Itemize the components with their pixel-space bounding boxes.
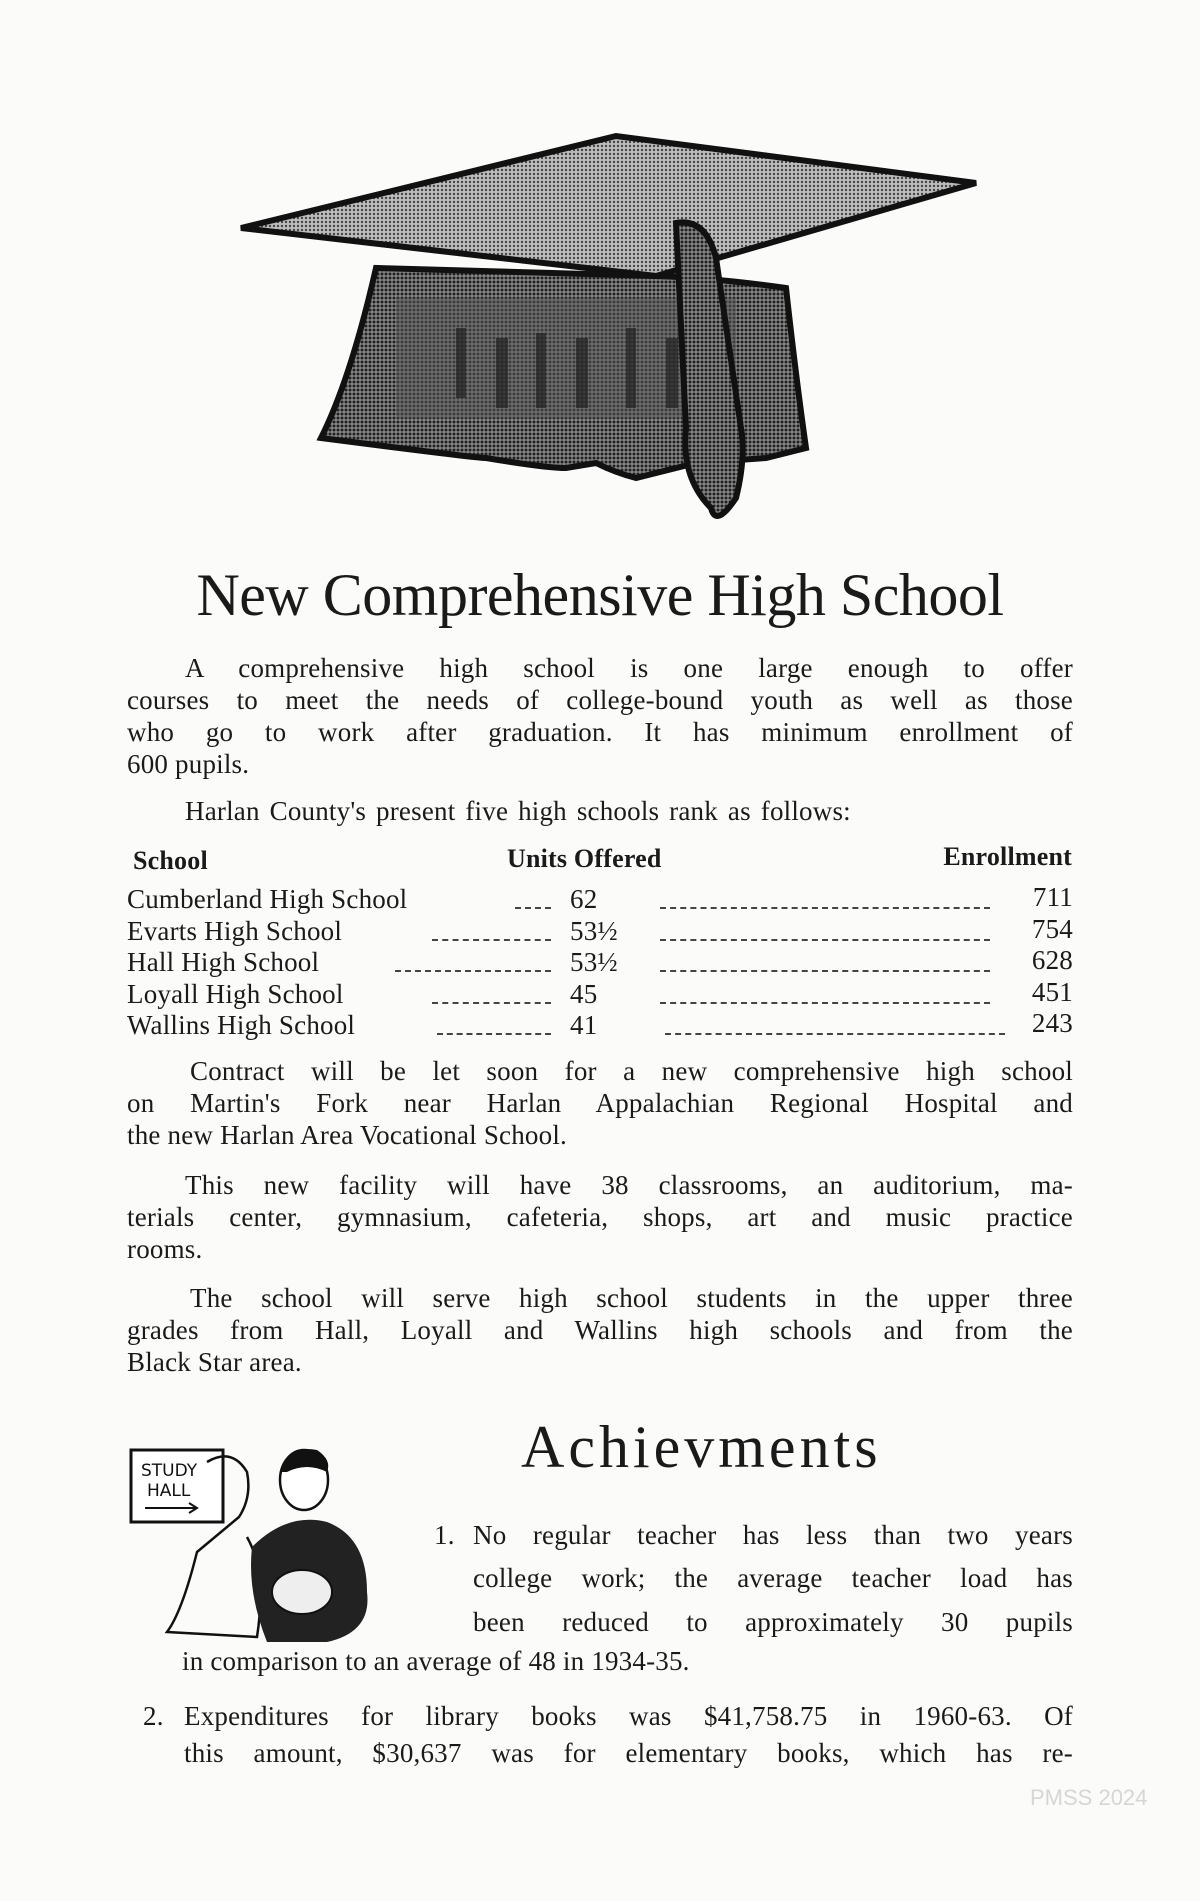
watermark: PMSS 2024 (1030, 1785, 1148, 1810)
rank-intro: Harlan County's present five high schools rank as follows: (185, 796, 851, 826)
enrollment: 628 (1031, 945, 1073, 975)
school-name: Wallins High School (127, 1010, 356, 1040)
serve-line: grades from Hall, Loyall and Wallins high schools and from the (127, 1315, 1073, 1345)
header-enrollment: Enrollment (943, 842, 1072, 871)
item-line: this amount, $30,637 was for elementary books, which has re- (184, 1738, 1073, 1768)
units-offered: 53½ (570, 916, 618, 946)
school-name: Cumberland High School (127, 884, 408, 914)
item-line: in comparison to an average of 48 in 1934-35. (182, 1646, 690, 1676)
sign-text: STUDY (141, 1461, 198, 1481)
intro-line: A comprehensive high school is one large enough to offer (185, 653, 1073, 683)
achievements-heading: Achievments (521, 1414, 882, 1480)
item-line: college work; the average teacher load has (473, 1563, 1073, 1593)
serve-line: Black Star area. (127, 1347, 302, 1377)
units-offered: 53½ (570, 947, 618, 977)
enrollment: 243 (1031, 1008, 1073, 1038)
contract-line: on Martin's Fork near Harlan Appalachian Regional Hospital and (127, 1088, 1073, 1118)
sign-text: HALL (147, 1481, 191, 1501)
units-offered: 62 (570, 884, 598, 914)
intro-line: 600 pupils. (127, 749, 250, 779)
contract-line: Contract will be let soon for a new comprehensive high school (190, 1056, 1073, 1086)
item-number: 1. (434, 1520, 455, 1550)
item-line: Expenditures for library books was $41,758.75 in 1960-63. Of (184, 1701, 1073, 1731)
enrollment: 754 (1031, 914, 1073, 944)
intro-line: courses to meet the needs of college-bound youth as well as those (127, 685, 1073, 715)
facility-line: This new facility will have 38 classrooms, an auditorium, ma- (185, 1170, 1073, 1200)
page-title: New Comprehensive High School (196, 562, 1004, 628)
contract-line: the new Harlan Area Vocational School. (127, 1120, 567, 1150)
study-hall-illustration (127, 1442, 397, 1647)
units-offered: 45 (570, 979, 598, 1009)
units-offered: 41 (570, 1010, 598, 1040)
cap-board (241, 136, 976, 276)
item-line: No regular teacher has less than two years (473, 1520, 1073, 1550)
graduation-cap-illustration (236, 128, 981, 543)
intro-line: who go to work after graduation. It has minimum enrollment of (127, 717, 1073, 747)
cap-tassel (676, 222, 743, 516)
school-name: Evarts High School (127, 916, 343, 946)
item-number: 2. (143, 1701, 164, 1731)
facility-line: rooms. (127, 1234, 203, 1264)
item-line: been reduced to approximately 30 pupils (473, 1607, 1073, 1637)
school-name: Hall High School (127, 947, 320, 977)
header-units: Units Offered (507, 844, 662, 873)
school-name: Loyall High School (127, 979, 344, 1009)
facility-line: terials center, gymnasium, cafeteria, shops, art and music practice (127, 1202, 1073, 1232)
header-school: School (133, 846, 208, 875)
serve-line: The school will serve high school students in the upper three (190, 1283, 1073, 1313)
enrollment: 451 (1031, 977, 1073, 1007)
enrollment: 711 (1032, 882, 1073, 912)
